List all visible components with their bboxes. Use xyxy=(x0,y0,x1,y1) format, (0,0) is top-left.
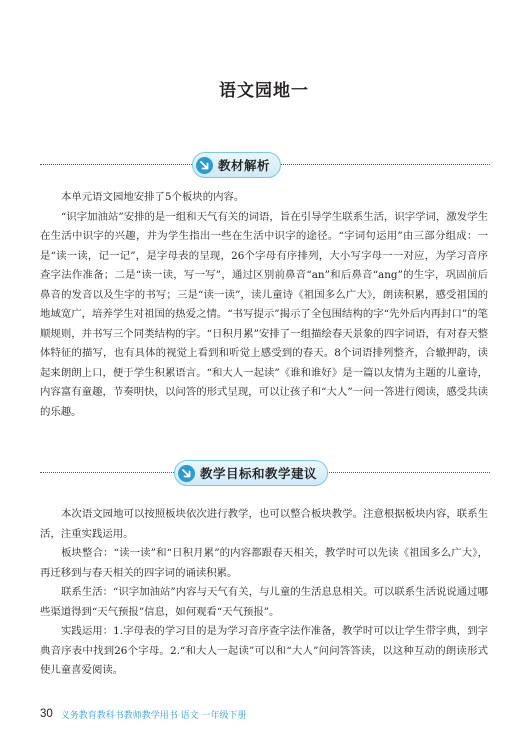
arrow-down-right-icon xyxy=(196,157,213,174)
page-footer xyxy=(40,706,247,722)
book-title: 义务教育教科书教师教学用书 语文 一年级下册 xyxy=(60,710,247,721)
section-heading: 教学目标和教学建议 xyxy=(200,466,318,481)
section-header-goals xyxy=(40,460,490,486)
body-paragraph: 本次语文园地可以按照板块依次进行教学，也可以整合板块教学。注意根据板块内容，联系生活，注重实践运用。 xyxy=(40,508,488,540)
section-header-analysis xyxy=(40,152,490,178)
body-paragraph: 联系生活：“识字加油站”内容与天气有关，与儿童的生活息息相关。可以联系生活说说通过哪些渠道得到“天气预报”信息，如何观看“天气预报”。 xyxy=(40,586,488,618)
page-title: 语文园地一 xyxy=(219,81,309,101)
section-heading-pill xyxy=(174,460,328,486)
body-paragraph: “识字加油站”安排的是一组和天气有关的词语，旨在引导学生联系生活，识字学词，激发学生在生活中识字的兴趣，并为学生指出一些在生活中识字的途径。“字词句运用”由三部分组成：一是“读一读，记一记”，是字母表的呈现，26个字母有序排列，大小写字母一一对应，为学习音序查字法作准备；二是“读一读，写一写”，通过区别前鼻音“an”和后鼻音“ang”的生字，巩固前后鼻音的发音以及生字的书写；三是“读一读”，读儿童诗《祖国多么广大》，朗读积累，感受祖国的地域宽广，培养学生对祖国的热爱之情。“书写提示”揭示了全包围结构的字“先外后内再封口”的笔顺规则，并书写三个同类结构的字。“日积月累”安排了一组描绘春天景象的四字词语，有对春天整体特征的描写，也有具体的视觉上看到和听觉上感受到的春天。8个词语排列整齐，合辙押韵，读起来朗朗上口，便于学生积累语言。“和大人一起读”《谁和谁好》是一篇以友情为主题的儿童诗，内容富有童趣，节奏明快，以问答的形式呈现，可以让孩子和“大人”一问一答进行阅读，感受共读的乐趣。 xyxy=(40,210,488,418)
section-heading: 教材解析 xyxy=(218,158,271,173)
section-heading-pill xyxy=(192,152,281,178)
body-paragraph: 板块整合：“读一读”和“日积月累”的内容都跟春天相关，教学时可以先读《祖国多么广大》，再迁移到与春天相关的四字词的诵读积累。 xyxy=(40,547,488,579)
section-body-goals xyxy=(40,505,488,681)
page-number: 30 xyxy=(40,708,53,720)
body-paragraph: 本单元语文园地安排了5个板块的内容。 xyxy=(61,191,245,203)
body-paragraph: 实践运用：1.字母表的学习目的是为学习音序查字法作准备，教学时可以让学生带字典，到字典音序表中找到26个字母。2.“和大人一起读”可以和“大人”问问答答读，以这种互动的朗读形式使儿童喜爱阅读。 xyxy=(40,625,488,676)
arrow-down-right-icon xyxy=(178,465,195,482)
section-body-analysis xyxy=(40,188,488,422)
